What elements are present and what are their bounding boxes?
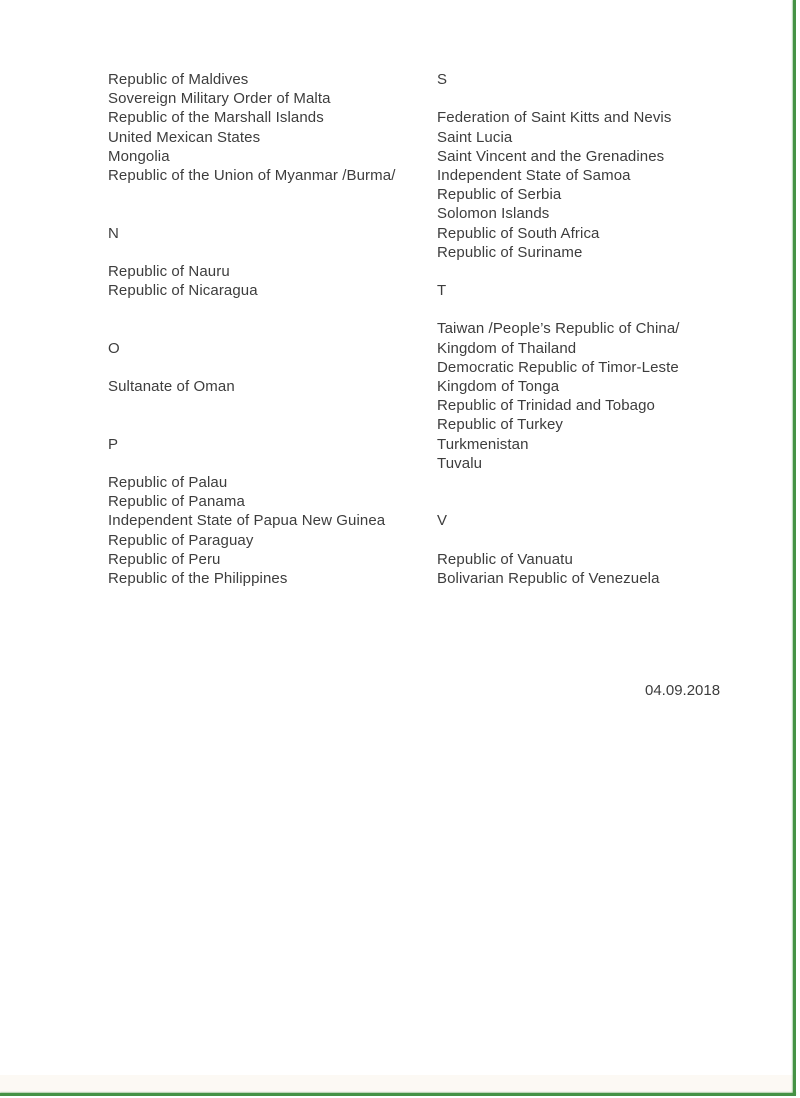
blank-line [108, 415, 395, 434]
blank-line [108, 204, 395, 223]
country-name: Saint Vincent and the Grenadines [437, 147, 665, 165]
section-letter: O [108, 339, 120, 357]
blank-line [437, 89, 680, 108]
country-list-column-right [437, 70, 680, 588]
country-name: Sovereign Military Order of Malta [108, 90, 331, 108]
section-letter: N [108, 224, 119, 242]
section-letter: T [437, 282, 447, 300]
blank-line [437, 531, 680, 550]
country-name: Republic of the Philippines [108, 569, 288, 587]
country-list-column-left [108, 70, 395, 588]
country-name: Republic of Serbia [437, 186, 562, 204]
country-name: Republic of Vanuatu [437, 550, 573, 568]
country-name: Kingdom of Tonga [437, 378, 560, 395]
country-name: Republic of Turkey [437, 416, 564, 434]
country-name: Republic of Panama [108, 493, 245, 511]
country-name: Republic of the Marshall Islands [108, 109, 324, 127]
page-border-bottom [0, 1093, 796, 1096]
section-letter: P [108, 435, 119, 453]
country-name: Republic of Peru [108, 550, 221, 568]
country-name: Mongolia [108, 147, 170, 165]
country-name: Tuvalu [437, 454, 483, 472]
country-name: Independent State of Samoa [437, 166, 631, 184]
country-name: Bolivarian Republic of Venezuela [437, 569, 660, 587]
country-name: Republic of Suriname [437, 243, 583, 261]
blank-line [108, 185, 395, 204]
blank-line [437, 492, 680, 511]
country-name: Republic of Trinidad and Tobago [437, 397, 655, 415]
document-date: 04.09.2018 [645, 682, 721, 699]
country-name: Democratic Republic of Timor-Leste [437, 358, 679, 376]
page-border-right [793, 0, 796, 1094]
country-name: Kingdom of Thailand [437, 339, 577, 357]
blank-line [437, 262, 680, 281]
section-letter: V [437, 512, 448, 530]
country-name: Independent State of Papua New Guinea [108, 512, 386, 530]
country-name: Republic of the Union of Myanmar /Burma/ [108, 166, 396, 184]
country-name: Republic of Nicaragua [108, 282, 258, 300]
country-name: Republic of Nauru [108, 262, 230, 280]
country-name: Taiwan /People’s Republic of China/ [437, 320, 680, 338]
country-name: Federation of Saint Kitts and Nevis [437, 109, 672, 127]
country-name: Solomon Islands [437, 205, 550, 223]
scan-artifact-band [0, 1075, 794, 1093]
country-name: Sultanate of Oman [108, 378, 235, 395]
blank-line [108, 396, 395, 415]
country-name: Republic of Paraguay [108, 531, 254, 549]
blank-line [108, 454, 395, 473]
blank-line [108, 319, 395, 338]
country-name: Republic of Maldives [108, 71, 249, 88]
country-name: Republic of South Africa [437, 224, 600, 242]
blank-line [437, 300, 680, 319]
country-name: Saint Lucia [437, 128, 513, 146]
blank-line [437, 473, 680, 492]
country-name: United Mexican States [108, 128, 261, 146]
country-name: Turkmenistan [437, 435, 529, 453]
blank-line [108, 358, 395, 377]
blank-line [108, 243, 395, 262]
section-letter: S [437, 71, 448, 88]
country-name: Republic of Palau [108, 473, 228, 491]
blank-line [108, 300, 395, 319]
